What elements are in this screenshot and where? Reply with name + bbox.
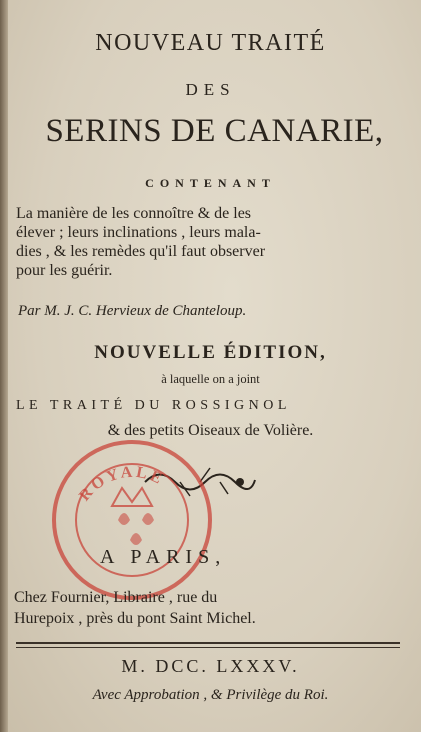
title-line-2: DES: [185, 80, 236, 99]
joint-line: à laquelle on a joint: [161, 372, 260, 386]
title-line-1: NOUVEAU TRAITÉ: [95, 30, 326, 56]
place-line: A PARIS,: [100, 546, 227, 568]
stamp-text: ROYALE: [76, 463, 167, 505]
publisher-line-2: Hurepoix , près du pont Saint Michel.: [14, 610, 256, 627]
year-line: M. DCC. LXXXV.: [121, 656, 300, 676]
contenant-label: CONTENANT: [145, 176, 276, 190]
description-line: pour les guérir.: [16, 262, 113, 279]
description-block: [16, 204, 396, 280]
title-line-3: SERINS DE CANARIE,: [45, 113, 384, 149]
rossignol-line: LE TRAITÉ DU ROSSIGNOL: [16, 398, 291, 413]
oiseaux-line: & des petits Oiseaux de Volière.: [107, 422, 314, 439]
rule-thick: [16, 642, 400, 644]
library-stamp: [48, 436, 216, 604]
privilege-line: Avec Approbation , & Privilège du Roi.: [92, 687, 329, 703]
description-line: La manière de les connoître & de les: [16, 205, 252, 222]
rule-thin: [16, 647, 400, 648]
description-line: élever ; leurs inclinations , leurs mala-: [16, 224, 261, 241]
author-line: Par M. J. C. Hervieux de Chanteloup.: [18, 303, 247, 319]
description-line: dies , & les remèdes qu'il faut observer: [16, 243, 266, 260]
edition-line: NOUVELLE ÉDITION,: [94, 342, 327, 363]
publisher-line-1: Chez Fournier, Libraire , rue du: [14, 589, 218, 606]
binding-edge: [0, 0, 8, 732]
